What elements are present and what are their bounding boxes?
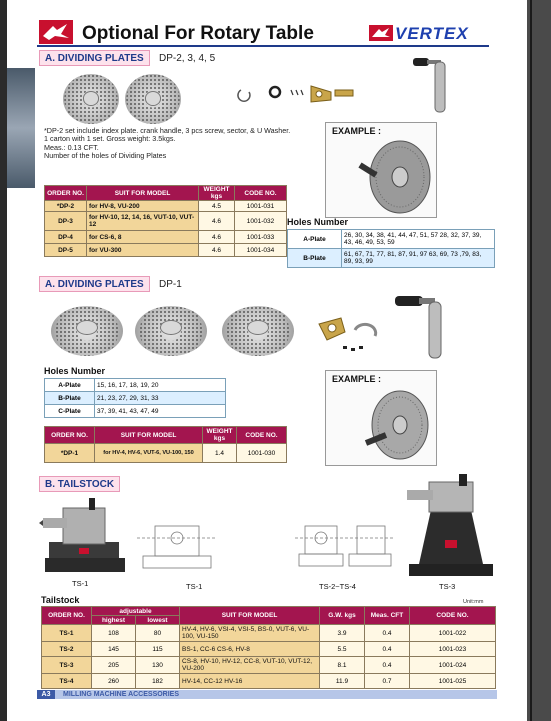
- page-number: A3: [37, 690, 55, 699]
- gw-cell: 11.9: [320, 674, 365, 689]
- tailstock-drawing-ts2-4: [295, 510, 395, 574]
- table-row: [45, 201, 287, 212]
- code-cell: 1001-030: [237, 444, 287, 463]
- tailstock-table: [41, 606, 496, 689]
- code-cell: 1001-025: [410, 674, 496, 689]
- tailstock-photo-ts1: [39, 494, 131, 580]
- table-row: [45, 231, 287, 244]
- code-cell: 1001-024: [410, 657, 496, 674]
- caption-ts1-drawing: TS-1: [186, 582, 203, 591]
- plate-cell: B-Plate: [288, 249, 342, 268]
- tailstock-drawing-ts1: [137, 512, 217, 576]
- code-cell: 1001-034: [235, 244, 287, 257]
- holes-title-1: Holes Number: [287, 217, 349, 227]
- highest-cell: 205: [92, 657, 136, 674]
- holes-table-1: [287, 229, 495, 268]
- order-cell: *DP-1: [45, 444, 95, 463]
- weight-cell: 4.6: [199, 212, 235, 231]
- vertex-logo: [369, 24, 487, 44]
- suit-cell: HV-4, HV-6, VSI-4, VSI-5, BS-0, VUT-6, VU-100, VU-150: [180, 625, 320, 642]
- plate-cell: A-Plate: [288, 230, 342, 249]
- holes-table-2: [44, 378, 226, 418]
- col-header: ORDER NO.: [45, 186, 87, 201]
- plate-cell: A-Plate: [45, 379, 95, 392]
- caption-ts2-4: TS-2~TS-4: [319, 582, 356, 591]
- gw-cell: 3.9: [320, 625, 365, 642]
- page-title: Optional For Rotary Table: [82, 23, 314, 44]
- suit-cell: HV-14, CC-12 HV-16: [180, 674, 320, 689]
- dividing-plate-image: [222, 306, 294, 356]
- col-header: lowest: [136, 616, 180, 625]
- section-a2-models: DP-1: [159, 279, 182, 290]
- table-row: [288, 230, 495, 249]
- col-header: highest: [92, 616, 136, 625]
- lowest-cell: 182: [136, 674, 180, 689]
- table-row: [45, 392, 226, 405]
- col-header: WEIGHT kgs: [203, 427, 237, 444]
- example-plate-image: [356, 385, 434, 465]
- meas-cell: 0.7: [365, 674, 410, 689]
- dividing-plate-image: [125, 74, 181, 124]
- col-header: CODE NO.: [237, 427, 287, 444]
- meas-cell: 0.4: [365, 657, 410, 674]
- table-row: [42, 642, 496, 657]
- col-header: CODE NO.: [410, 607, 496, 625]
- example-plate-image: [356, 135, 434, 215]
- eagle-logo-icon: [39, 20, 73, 44]
- table-row: [45, 444, 287, 463]
- note-line: *DP-2 set include index plate. crank handle, 3 pcs screw, sector, & U Washer.: [44, 126, 291, 135]
- highest-cell: 260: [92, 674, 136, 689]
- caption-ts1-photo: TS-1: [72, 579, 89, 588]
- crank-handle-image: [411, 54, 451, 116]
- code-cell: 1001-023: [410, 642, 496, 657]
- meas-cell: 0.4: [365, 642, 410, 657]
- suit-cell: for HV-8, VU-200: [87, 201, 199, 212]
- example-figure-1: [325, 122, 437, 218]
- side-photo-strip: [7, 68, 35, 188]
- suit-cell: for HV-10, 12, 14, 16, VUT-10, VUT-12: [87, 212, 199, 231]
- order-cell: TS-1: [42, 625, 92, 642]
- table-row: [45, 212, 287, 231]
- section-a2-label: A. DIVIDING PLATES: [39, 276, 150, 292]
- note-line: 1 carton with 1 set. Gross weight: 3.5kgs.: [44, 134, 176, 144]
- suit-cell: for CS-6, 8: [87, 231, 199, 244]
- viewer-scroll-edge: [527, 0, 551, 721]
- holes-cell: 21, 23, 27, 29, 31, 33: [95, 392, 226, 405]
- code-cell: 1001-031: [235, 201, 287, 212]
- catalog-page: [7, 0, 527, 721]
- order-cell: DP-5: [45, 244, 87, 257]
- col-header: SUIT FOR MODEL: [95, 427, 203, 444]
- example-label: EXAMPLE :: [332, 374, 382, 384]
- holes-cell: 26, 30, 34, 38, 41, 44, 47, 51, 57 28, 32, 37, 39, 43, 46, 49, 53, 59: [342, 230, 495, 249]
- order-cell: *DP-2: [45, 201, 87, 212]
- table-row: [42, 657, 496, 674]
- crank-handle-image: [387, 290, 447, 362]
- order-cell: TS-3: [42, 657, 92, 674]
- note-line: Meas.: 0.13 CFT.: [44, 142, 99, 152]
- section-a1-models: DP-2, 3, 4, 5: [159, 53, 216, 64]
- order-cell: TS-4: [42, 674, 92, 689]
- table-row: [42, 625, 496, 642]
- gw-cell: 5.5: [320, 642, 365, 657]
- dp-order-table: [44, 185, 287, 257]
- table-row: [42, 674, 496, 689]
- example-label: EXAMPLE :: [332, 126, 382, 136]
- footer-text: MILLING MACHINE ACCESSORIES: [63, 691, 180, 698]
- col-header: Meas. CFT: [365, 607, 410, 625]
- caption-ts3: TS-3: [439, 582, 456, 591]
- section-b-label: B. TAILSTOCK: [39, 476, 120, 492]
- weight-cell: 4.6: [199, 244, 235, 257]
- lowest-cell: 80: [136, 625, 180, 642]
- lowest-cell: 130: [136, 657, 180, 674]
- meas-cell: 0.4: [365, 625, 410, 642]
- order-cell: DP-4: [45, 231, 87, 244]
- order-cell: DP-3: [45, 212, 87, 231]
- col-header: adjustable: [92, 607, 180, 616]
- plate-cell: B-Plate: [45, 392, 95, 405]
- col-header: WEIGHT kgs: [199, 186, 235, 201]
- vertex-logo-icon: [369, 25, 393, 41]
- suit-cell: BS-1, CC-6 CS-6, HV-8: [180, 642, 320, 657]
- col-header: ORDER NO.: [42, 607, 92, 625]
- dividing-plate-image: [135, 306, 207, 356]
- dividing-plate-image: [63, 74, 119, 124]
- holes-cell: 61, 67, 71, 77, 81, 87, 91, 97 63, 69, 73 ,79, 83, 89, 93, 99: [342, 249, 495, 268]
- code-cell: 1001-033: [235, 231, 287, 244]
- order-cell: TS-2: [42, 642, 92, 657]
- table-row: [288, 249, 495, 268]
- dp-notes: [44, 127, 294, 161]
- dividing-plate-image: [51, 306, 123, 356]
- section-a1-label: A. DIVIDING PLATES: [39, 50, 150, 66]
- plate-cell: C-Plate: [45, 405, 95, 418]
- lowest-cell: 115: [136, 642, 180, 657]
- header-rule: [37, 45, 489, 47]
- suit-cell: for VU-300: [87, 244, 199, 257]
- weight-cell: 4.5: [199, 201, 235, 212]
- col-header: SUIT FOR MODEL: [180, 607, 320, 625]
- tailstock-table-title: Tailstock: [41, 595, 80, 605]
- unit-label: Unit:mm: [463, 599, 484, 605]
- holes-cell: 15, 16, 17, 18, 19, 20: [95, 379, 226, 392]
- highest-cell: 108: [92, 625, 136, 642]
- weight-cell: 4.6: [199, 231, 235, 244]
- code-cell: 1001-032: [235, 212, 287, 231]
- highest-cell: 145: [92, 642, 136, 657]
- code-cell: 1001-022: [410, 625, 496, 642]
- suit-cell: for HV-4, HV-6, VUT-6, VU-100, 150: [95, 444, 203, 463]
- col-header: ORDER NO.: [45, 427, 95, 444]
- col-header: G.W. kgs: [320, 607, 365, 625]
- accessory-parts-image: [235, 84, 355, 108]
- holes-cell: 37, 39, 41, 43, 47, 49: [95, 405, 226, 418]
- col-header: CODE NO.: [235, 186, 287, 201]
- table-row: [45, 244, 287, 257]
- example-figure-2: [325, 370, 437, 466]
- suit-cell: CS-8, HV-10, HV-12, CC-8, VUT-10, VUT-12, VU-200: [180, 657, 320, 674]
- table-row: [45, 379, 226, 392]
- brand-name: VERTEX: [395, 24, 469, 43]
- gw-cell: 8.1: [320, 657, 365, 674]
- weight-cell: 1.4: [203, 444, 237, 463]
- tailstock-photo-ts3: [405, 474, 497, 582]
- note-line: Number of the holes of Dividing Plates: [44, 151, 167, 161]
- col-header: SUIT FOR MODEL: [87, 186, 199, 201]
- dp1-order-table: [44, 426, 287, 463]
- table-row: [45, 405, 226, 418]
- accessory-parts-image: [315, 316, 385, 356]
- holes-title-2: Holes Number: [44, 366, 106, 376]
